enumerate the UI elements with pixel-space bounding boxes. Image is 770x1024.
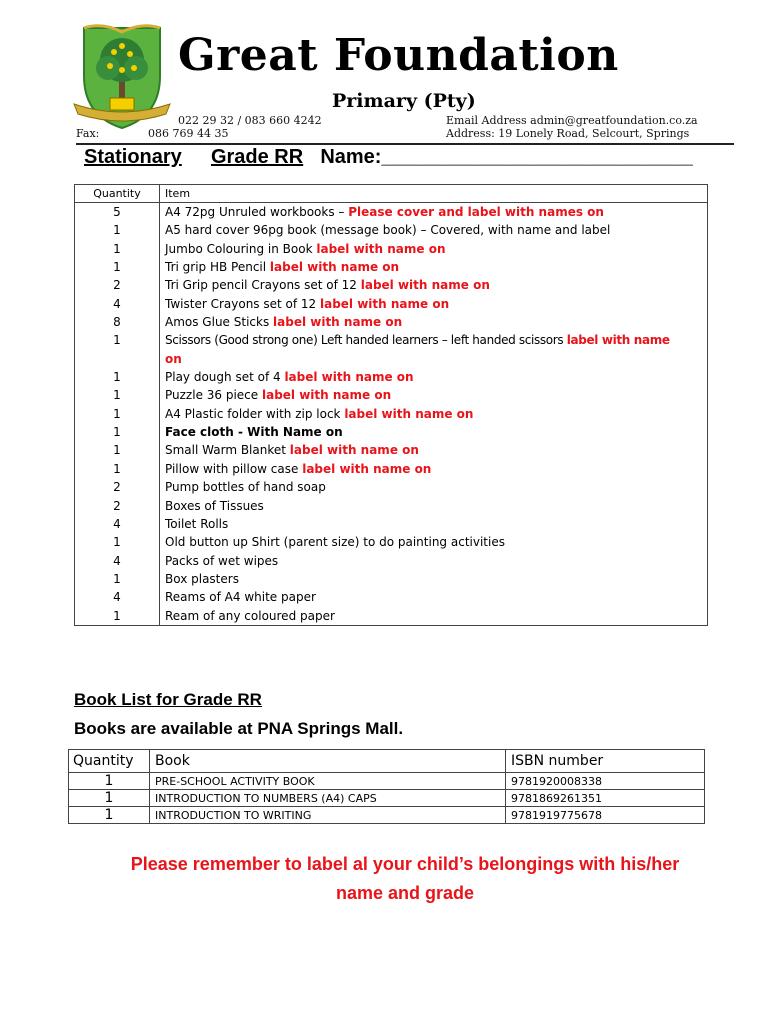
item-text: Old button up Shirt (parent size) to do painting activities bbox=[165, 535, 505, 550]
label-note: label with name on bbox=[273, 315, 403, 330]
book-list-heading: Book List for Grade RR bbox=[74, 690, 262, 709]
item-text: Packs of wet wipes bbox=[165, 553, 279, 568]
quantity-header: Quantity bbox=[75, 185, 160, 203]
book-qty: 1 bbox=[69, 773, 150, 790]
item-text: Reams of A4 white paper bbox=[165, 590, 316, 605]
reminder-note bbox=[70, 850, 740, 908]
label-note: label with name on bbox=[289, 443, 419, 458]
label-note: label with name on bbox=[360, 278, 490, 293]
table-row bbox=[69, 790, 705, 807]
item-text: Play dough set of 4 bbox=[165, 370, 285, 385]
item-header: Item bbox=[160, 185, 708, 203]
item-cell bbox=[165, 240, 707, 258]
label-note: label with name on bbox=[302, 461, 432, 476]
qty-cell: 4 bbox=[113, 516, 121, 531]
item-text: Boxes of Tissues bbox=[165, 498, 264, 513]
table-row bbox=[69, 773, 705, 790]
item-text: Face cloth - With Name on bbox=[165, 425, 343, 440]
qty-cell: 2 bbox=[113, 498, 121, 513]
item-cell bbox=[165, 497, 707, 515]
item-cell bbox=[165, 423, 707, 441]
item-cell bbox=[165, 533, 707, 551]
item-text: Scissors (Good strong one) Left handed learners – left handed scissors bbox=[165, 333, 567, 348]
book-qty: 1 bbox=[69, 807, 150, 824]
table-row bbox=[69, 807, 705, 824]
telephone-numbers: 022 29 32 / 083 660 4242 bbox=[178, 114, 322, 127]
book-list-subheading: Books are available at PNA Springs Mall. bbox=[74, 719, 404, 738]
isbn-header: ISBN number bbox=[506, 750, 705, 773]
qty-cell: 5 bbox=[113, 205, 121, 219]
book-isbn: 9781869261351 bbox=[506, 790, 705, 807]
qty-cell: 1 bbox=[113, 260, 121, 275]
reminder-line-1: Please remember to label al your child’s belongings with his/her bbox=[130, 854, 680, 874]
item-text: Jumbo Colouring in Book bbox=[165, 241, 317, 256]
item-text: Box plasters bbox=[165, 571, 239, 586]
item-text: Amos Glue Sticks bbox=[165, 315, 274, 330]
item-text: Pump bottles of hand soap bbox=[165, 480, 326, 495]
book-quantity-header: Quantity bbox=[69, 750, 150, 773]
label-note: label with name on bbox=[284, 370, 414, 385]
item-text: Puzzle 36 piece bbox=[165, 388, 262, 403]
postal-address: Address: 19 Lonely Road, Selcourt, Springs bbox=[446, 127, 690, 140]
label-note: Please cover and label with names on bbox=[348, 205, 604, 219]
item-cell bbox=[165, 478, 707, 496]
qty-cell: 1 bbox=[113, 461, 121, 476]
qty-cell: 8 bbox=[113, 315, 121, 330]
item-text: Toilet Rolls bbox=[165, 516, 229, 531]
item-cell bbox=[165, 368, 707, 386]
stationery-table bbox=[74, 184, 708, 626]
qty-cell: 4 bbox=[113, 553, 121, 568]
qty-cell: 1 bbox=[113, 425, 121, 440]
item-text: Tri Grip pencil Crayons set of 12 bbox=[165, 278, 361, 293]
stationery-body bbox=[75, 203, 708, 626]
fax-number: 086 769 44 35 bbox=[148, 127, 229, 140]
qty-cell: 1 bbox=[113, 241, 121, 256]
qty-cell: 1 bbox=[113, 333, 121, 348]
qty-cell: 2 bbox=[113, 278, 121, 293]
item-text: Pillow with pillow case bbox=[165, 461, 303, 476]
item-cell bbox=[165, 570, 707, 588]
stationary-label: Stationary bbox=[84, 146, 182, 168]
book-header-row bbox=[69, 750, 705, 773]
label-note: label with name on bbox=[261, 388, 392, 403]
grade-label: Grade RR bbox=[210, 146, 304, 168]
item-text: A4 Plastic folder with zip lock bbox=[165, 406, 345, 421]
item-cell bbox=[165, 405, 707, 423]
item-cell bbox=[165, 607, 707, 625]
label-note: label with name bbox=[566, 333, 670, 348]
item-cell bbox=[165, 295, 707, 313]
header-divider bbox=[76, 143, 734, 145]
item-cell bbox=[165, 588, 707, 606]
label-note: on bbox=[165, 351, 182, 366]
book-isbn: 9781919775678 bbox=[506, 807, 705, 824]
qty-cell: 2 bbox=[113, 480, 121, 495]
qty-cell: 1 bbox=[113, 443, 121, 458]
qty-cell: 1 bbox=[113, 571, 121, 586]
label-note: label with name on bbox=[319, 296, 450, 311]
qty-cell: 4 bbox=[113, 296, 121, 311]
book-title: INTRODUCTION TO NUMBERS (A4) CAPS bbox=[150, 790, 506, 807]
qty-cell: 1 bbox=[113, 406, 121, 421]
book-title-header: Book bbox=[150, 750, 506, 773]
sheet-title bbox=[84, 146, 693, 169]
item-text: Twister Crayons set of 12 bbox=[165, 296, 320, 311]
item-text: Ream of any coloured paper bbox=[165, 608, 335, 623]
item-cell-continued bbox=[165, 350, 707, 368]
item-cell bbox=[165, 258, 707, 276]
fax-label: Fax: bbox=[76, 127, 100, 140]
item-cell bbox=[165, 552, 707, 570]
qty-cell: 1 bbox=[113, 223, 121, 238]
item-cell bbox=[165, 313, 707, 331]
qty-spacer bbox=[75, 350, 159, 368]
item-text: Tri grip HB Pencil bbox=[165, 260, 270, 275]
stationery-header-row bbox=[75, 185, 708, 203]
name-field: Name:____________________________ bbox=[320, 146, 693, 168]
book-list-table bbox=[68, 749, 705, 824]
item-text: Small Warm Blanket bbox=[165, 443, 290, 458]
book-isbn: 9781920008338 bbox=[506, 773, 705, 790]
quantity-column bbox=[75, 203, 160, 626]
school-subtitle: Primary (Pty) bbox=[332, 90, 476, 112]
book-title: PRE-SCHOOL ACTIVITY BOOK bbox=[150, 773, 506, 790]
item-cell bbox=[165, 276, 707, 294]
qty-cell: 1 bbox=[113, 608, 121, 623]
email-address: Email Address admin@greatfoundation.co.za bbox=[446, 114, 698, 127]
item-text: A4 72pg Unruled workbooks – bbox=[165, 205, 349, 219]
item-cell bbox=[165, 203, 707, 221]
school-name: Great Foundation bbox=[178, 30, 619, 81]
book-title: INTRODUCTION TO WRITING bbox=[150, 807, 506, 824]
item-text: A5 hard cover 96pg book (message book) – Covered, with name and label bbox=[165, 223, 611, 238]
label-note: label with name on bbox=[316, 241, 446, 256]
item-cell bbox=[165, 221, 707, 239]
item-cell bbox=[165, 441, 707, 459]
qty-cell: 1 bbox=[113, 388, 121, 403]
book-qty: 1 bbox=[69, 790, 150, 807]
reminder-line-2: name and grade bbox=[335, 883, 475, 903]
qty-cell: 1 bbox=[113, 535, 121, 550]
item-cell bbox=[165, 515, 707, 533]
qty-cell: 1 bbox=[113, 370, 121, 385]
school-logo bbox=[72, 24, 172, 130]
item-cell bbox=[165, 331, 707, 349]
label-note: label with name on bbox=[344, 406, 474, 421]
qty-cell: 4 bbox=[113, 590, 121, 605]
item-cell bbox=[165, 386, 707, 404]
label-note: label with name on bbox=[269, 260, 400, 275]
item-cell bbox=[165, 460, 707, 478]
item-column bbox=[160, 203, 708, 626]
